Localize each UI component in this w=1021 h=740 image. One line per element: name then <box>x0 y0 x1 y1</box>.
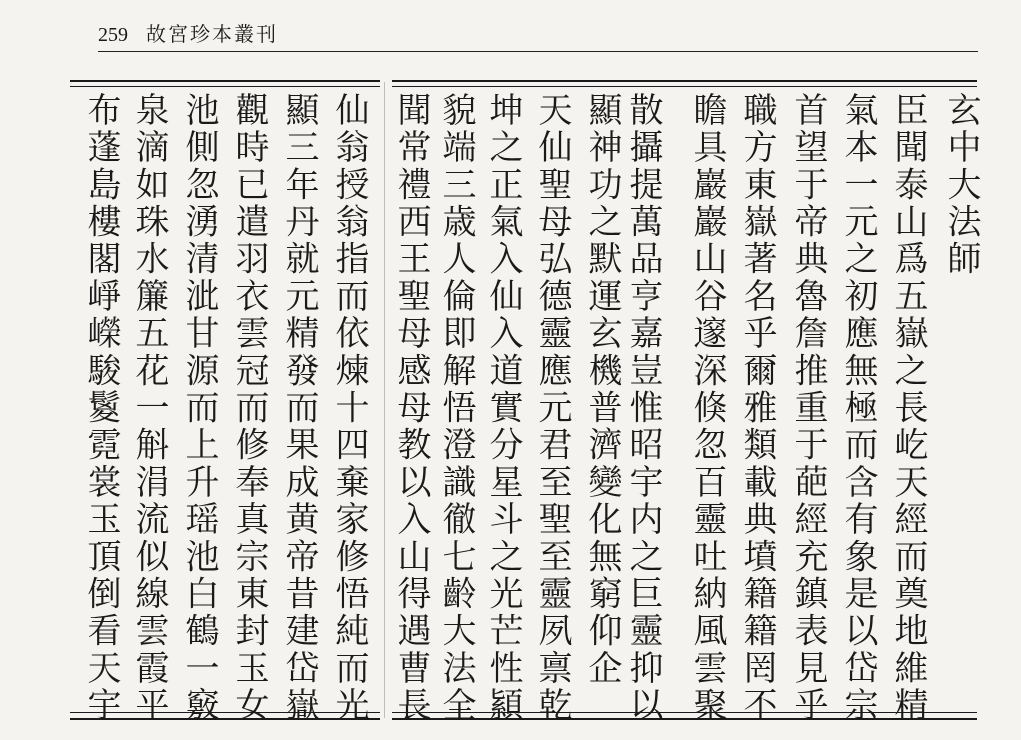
text-column: 布蓬島樓閣崢嶸駿鬉霓裳玉頂倒看天宇 <box>81 92 121 725</box>
text-column: 瞻具巖巖山谷邃深倏忽百靈吐納風雲聚 <box>687 92 727 725</box>
text-column: 職方東嶽著名乎爾雅類載典墳籍籍罔不 <box>737 92 777 725</box>
text-column: 顯三年丹就元精發而果成黄帝昔建岱嶽 <box>279 92 319 725</box>
top-border-right-thick <box>392 80 977 82</box>
top-border-left-thick <box>70 80 380 82</box>
text-column: 首望于帝典魯詹推重于葩經充鎮表見乎 <box>788 92 828 725</box>
text-column: 觀時已遣羽衣雲冠而修奉真宗東封玉女 <box>229 92 269 725</box>
text-column: 貌端三歳人倫即解悟澄識徹七齡大法全 <box>436 92 476 725</box>
page-header <box>98 18 978 52</box>
text-column: 臣聞泰山爲五嶽之長屹天經而奠地維精 <box>888 92 928 725</box>
page-number: 259 <box>98 24 128 46</box>
text-column: 氣本一元之初應無極而含有象是以岱宗 <box>838 92 878 725</box>
text-column: 散攝提萬品亨嘉豈惟昭宇内之巨靈抑以 <box>623 92 663 725</box>
top-border-left-thin <box>70 86 380 87</box>
text-column: 仙翁授翁指而依煉十四棄家修悟純而光 <box>329 92 369 725</box>
text-column: 顯神功之默運玄機普濟變化無窮仰企 <box>582 92 622 688</box>
text-column: 泉滴如珠水簾五花一斛涓流似線雲霞平 <box>129 92 169 725</box>
top-border-right-thin <box>392 86 977 87</box>
text-column-title: 玄中大法師 <box>941 92 981 278</box>
text-column: 天仙聖母弘德靈應元君至聖至靈夙禀乾 <box>532 92 572 725</box>
text-column: 坤之正氣入仙入道實分星斗之光芒性顈 <box>483 92 523 725</box>
page-fold-gutter <box>384 82 385 718</box>
text-column: 聞常禮西王聖母感母教以入山得遇曹長 <box>391 92 431 725</box>
book-title: 故宮珍本叢刊 <box>146 22 278 46</box>
text-column: 池側忽湧清泚甘源而上升瑶池白鶴一竅 <box>179 92 219 725</box>
